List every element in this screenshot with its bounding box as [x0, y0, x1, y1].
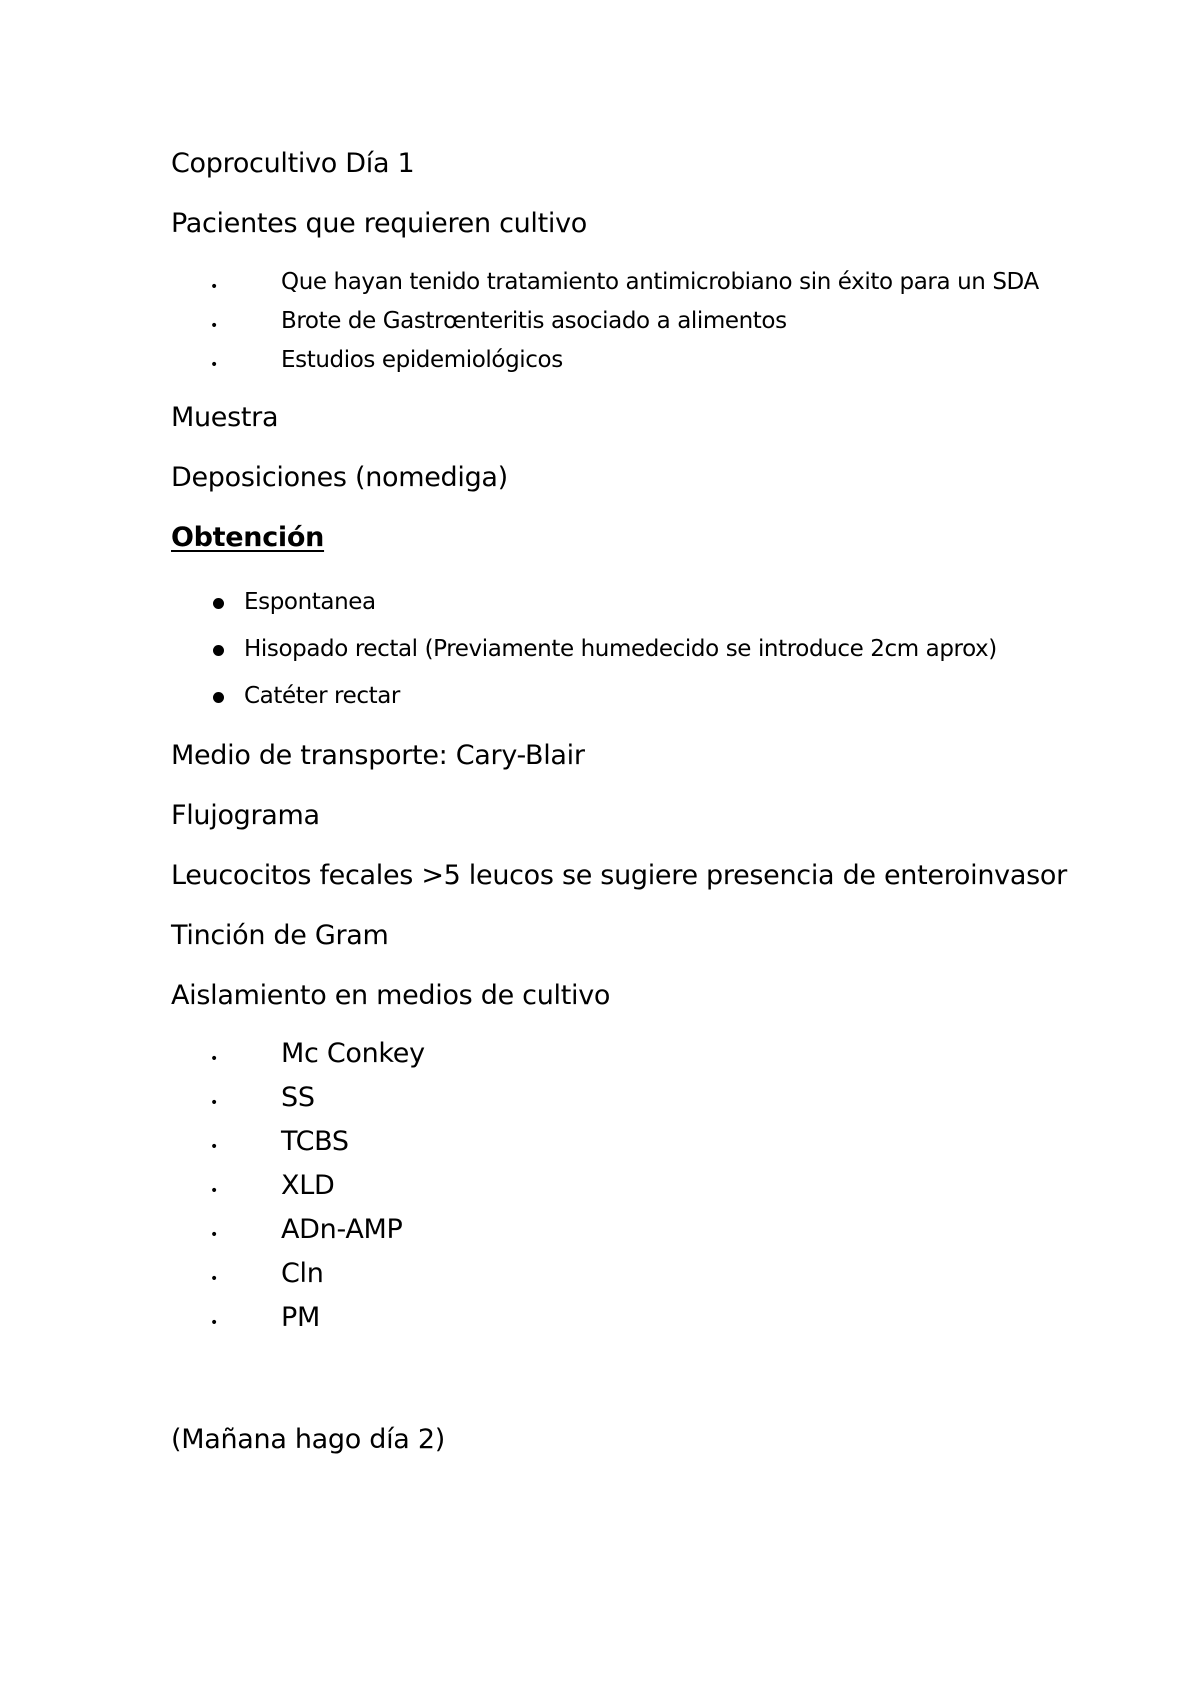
bullet-icon: • [210, 1315, 219, 1331]
list-item: Brote de Gastrœnteritis asociado a alimentos [281, 308, 787, 334]
bullet-icon: • [210, 1095, 219, 1111]
closing-note: (Mañana hago día 2) [171, 1424, 445, 1455]
bullet-icon [213, 692, 224, 703]
flowchart-label: Flujograma [171, 800, 320, 831]
list-item: Catéter rectar [244, 683, 400, 709]
list-item: PM [281, 1302, 320, 1333]
bullet-icon: • [210, 1139, 219, 1155]
sample-heading: Muestra [171, 402, 279, 433]
bullet-icon [213, 598, 224, 609]
transport-medium: Medio de transporte: Cary-Blair [171, 740, 585, 771]
list-item: Hisopado rectal (Previamente humedecido se introduce 2cm aprox) [244, 636, 997, 662]
list-item: Estudios epidemiológicos [281, 347, 563, 373]
list-item: TCBS [281, 1126, 349, 1157]
bullet-icon: • [210, 1051, 219, 1067]
list-item: ADn-AMP [281, 1214, 403, 1245]
bullet-icon: • [210, 279, 219, 295]
collection-heading: Obtención [171, 522, 325, 553]
list-item: Cln [281, 1258, 324, 1289]
bullet-icon: • [210, 1227, 219, 1243]
list-item: Que hayan tenido tratamiento antimicrobiano sin éxito para un SDA [281, 269, 1039, 295]
fecal-leukocytes-note: Leucocitos fecales >5 leucos se sugiere presencia de enteroinvasor [171, 860, 1067, 891]
gram-stain-label: Tinción de Gram [171, 920, 389, 951]
bullet-icon: • [210, 1271, 219, 1287]
bullet-icon: • [210, 1183, 219, 1199]
list-item: Espontanea [244, 589, 376, 615]
bullet-icon: • [210, 318, 219, 334]
isolation-heading: Aislamiento en medios de cultivo [171, 980, 611, 1011]
patients-heading: Pacientes que requieren cultivo [171, 208, 588, 239]
list-item: XLD [281, 1170, 335, 1201]
list-item: SS [281, 1082, 315, 1113]
sample-value: Deposiciones (nomediga) [171, 462, 508, 493]
page-title: Coprocultivo Día 1 [171, 148, 415, 179]
bullet-icon: • [210, 357, 219, 373]
list-item: Mc Conkey [281, 1038, 425, 1069]
bullet-icon [213, 645, 224, 656]
